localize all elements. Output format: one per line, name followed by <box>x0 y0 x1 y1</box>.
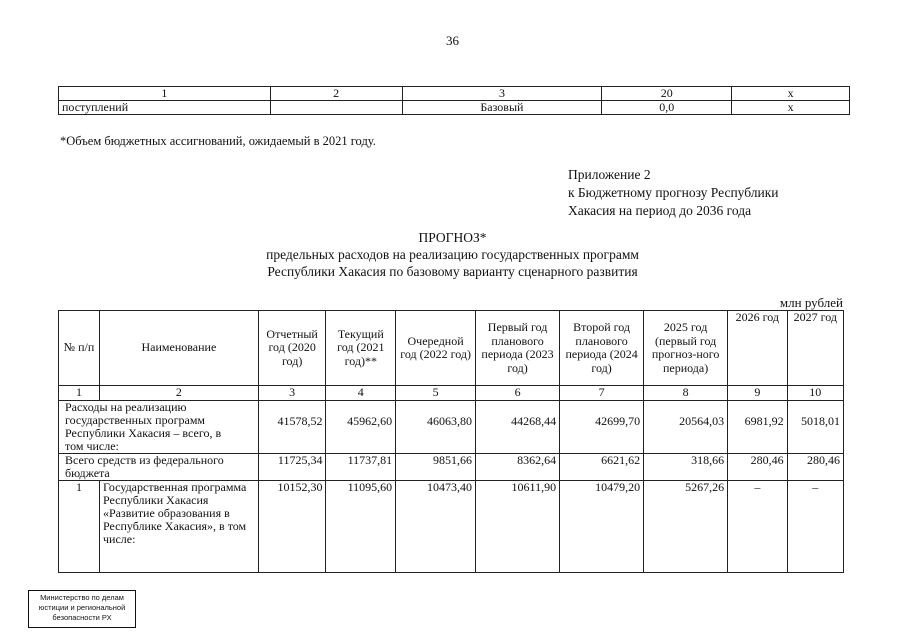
table-row <box>59 454 844 481</box>
row-value: 10479,20 <box>560 481 644 573</box>
page-number: 36 <box>446 33 459 48</box>
row-value: 5267,26 <box>644 481 728 573</box>
appendix-line: к Бюджетному прогнозу Республики <box>568 185 779 200</box>
row-value: 11737,81 <box>326 454 396 481</box>
row-value: 44268,44 <box>476 401 560 454</box>
row-value: 10611,90 <box>476 481 560 573</box>
row-number: 1 <box>59 481 100 573</box>
row-name: Всего средств из федерального бюджета <box>59 454 259 481</box>
column-header: Очередной год (2022 год) <box>396 311 476 386</box>
row-value: 5018,01 <box>787 401 843 454</box>
column-header: 2025 год (первый год прогноз-ного периода) <box>644 311 728 386</box>
row-value: 6621,62 <box>560 454 644 481</box>
row-value: 9851,66 <box>396 454 476 481</box>
column-header: 2026 год <box>728 311 787 386</box>
stamp-line: безопасности РХ <box>52 613 112 622</box>
top-table <box>58 86 850 115</box>
row-value: 46063,80 <box>396 401 476 454</box>
row-value: – <box>728 481 787 573</box>
row-value: 20564,03 <box>644 401 728 454</box>
top-table-header-row <box>59 87 850 101</box>
column-header: Отчетный год (2020 год) <box>258 311 326 386</box>
top-table-header-cell: 3 <box>402 87 602 101</box>
top-table-header-cell: 20 <box>602 87 732 101</box>
row-value: 10473,40 <box>396 481 476 573</box>
top-table-cell <box>270 101 402 115</box>
column-header: 2027 год <box>787 311 843 386</box>
top-table-header-cell: 1 <box>59 87 271 101</box>
row-value: – <box>787 481 843 573</box>
column-header: Текущий год (2021 год)** <box>326 311 396 386</box>
row-value: 41578,52 <box>258 401 326 454</box>
forecast-table <box>58 310 844 573</box>
column-number: 7 <box>560 386 644 401</box>
row-value: 11095,60 <box>326 481 396 573</box>
appendix-block <box>568 166 779 220</box>
column-number: 3 <box>258 386 326 401</box>
row-value: 6981,92 <box>728 401 787 454</box>
column-number: 1 <box>59 386 100 401</box>
title-line: предельных расходов на реализацию государственных программ <box>266 247 639 262</box>
column-header: № п/п <box>59 311 100 386</box>
row-value: 45962,60 <box>326 401 396 454</box>
stamp-line: юстиции и региональной <box>38 603 126 612</box>
column-number: 10 <box>787 386 843 401</box>
appendix-line: Приложение 2 <box>568 167 651 182</box>
row-value: 11725,34 <box>258 454 326 481</box>
appendix-line: Хакасия на период до 2036 года <box>568 203 752 218</box>
top-table-header-cell: x <box>732 87 850 101</box>
document-title <box>0 229 905 280</box>
row-value: 280,46 <box>728 454 787 481</box>
column-header: Наименование <box>99 311 258 386</box>
column-number: 4 <box>326 386 396 401</box>
column-number: 2 <box>99 386 258 401</box>
top-table-header-cell: 2 <box>270 87 402 101</box>
row-value: 280,46 <box>787 454 843 481</box>
row-name: Расходы на реализацию государственных программ Республики Хакасия – всего, в том числе: <box>59 401 259 454</box>
row-name: Государственная программа Республики Хакасия «Развитие образования в Республике Хакасия», в том числе: <box>99 481 258 573</box>
stamp-line: Министерство по делам <box>40 593 124 602</box>
row-value: 318,66 <box>644 454 728 481</box>
title-line: ПРОГНОЗ* <box>418 230 487 245</box>
column-number: 9 <box>728 386 787 401</box>
column-header: Второй год планового периода (2024 год) <box>560 311 644 386</box>
table-header-row <box>59 311 844 386</box>
row-value: 42699,70 <box>560 401 644 454</box>
top-table-cell: 0,0 <box>602 101 732 115</box>
row-value: 8362,64 <box>476 454 560 481</box>
row-value: 10152,30 <box>258 481 326 573</box>
footnote: *Объем бюджетных ассигнований, ожидаемый в 2021 году. <box>60 134 376 148</box>
top-table-cell: Базовый <box>402 101 602 115</box>
top-table-row <box>59 101 850 115</box>
ministry-stamp <box>28 590 136 628</box>
top-table-cell: x <box>732 101 850 115</box>
column-number: 6 <box>476 386 560 401</box>
unit-label: млн рублей <box>779 295 843 310</box>
column-number: 5 <box>396 386 476 401</box>
table-row <box>59 401 844 454</box>
column-header: Первый год планового периода (2023 год) <box>476 311 560 386</box>
table-row <box>59 481 844 573</box>
top-table-cell: поступлений <box>59 101 271 115</box>
column-number: 8 <box>644 386 728 401</box>
title-line: Республики Хакасия по базовому варианту сценарного развития <box>267 264 638 279</box>
column-number-row <box>59 386 844 401</box>
